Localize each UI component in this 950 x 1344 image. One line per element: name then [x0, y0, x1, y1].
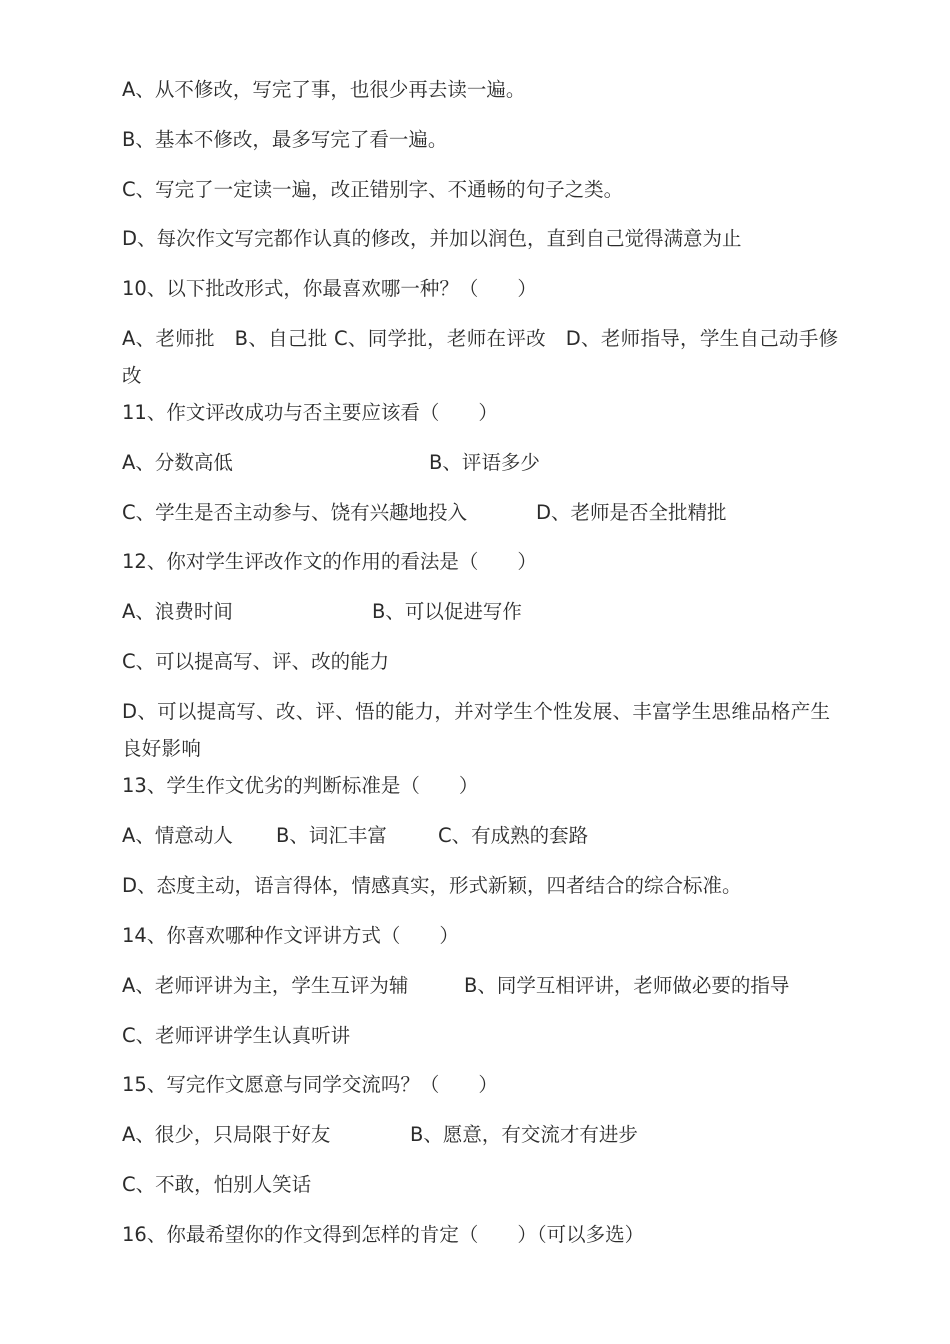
q13-question: 13、学生作文优劣的判断标准是（ ） — [122, 774, 479, 797]
q10-question: 10、以下批改形式，你最喜欢哪一种？（ ） — [122, 277, 537, 300]
q12-option-b: B、可以促进写作 — [372, 600, 522, 623]
q13-option-c: C、有成熟的套路 — [438, 824, 589, 847]
q11-options-ab — [122, 444, 842, 481]
q15-options-ab — [122, 1116, 842, 1153]
q13-option-b: B、词汇丰富 — [276, 824, 387, 847]
q12-option-c: C、可以提高写、评、改的能力 — [122, 650, 390, 673]
q15-question: 15、写完作文愿意与同学交流吗？（ ） — [122, 1073, 498, 1096]
q14-options-ab — [122, 967, 842, 1004]
q9-option-a: A、从不修改，写完了事，也很少再去读一遍。 — [122, 78, 526, 101]
q12-option-d: D、可以提高写、改、评、悟的能力，并对学生个性发展、丰富学生思维品格产生良好影响 — [122, 700, 831, 760]
q9-option-c: C、写完了一定读一遍，改正错别字、不通畅的句子之类。 — [122, 178, 624, 201]
q12-question: 12、你对学生评改作文的作用的看法是（ ） — [122, 550, 537, 573]
q15-option-a: A、很少，只局限于好友 — [122, 1123, 331, 1146]
q14-question: 14、你喜欢哪种作文评讲方式（ ） — [122, 924, 459, 947]
q9-option-d: D、每次作文写完都作认真的修改，并加以润色，直到自己觉得满意为止 — [122, 227, 742, 250]
q9-option-b: B、基本不修改，最多写完了看一遍。 — [122, 128, 448, 151]
q13-option-a: A、情意动人 — [122, 824, 233, 847]
q11-option-c: C、学生是否主动参与、饶有兴趣地投入 — [122, 501, 468, 524]
q15-option-b: B、愿意，有交流才有进步 — [410, 1123, 638, 1146]
q12-option-a: A、浪费时间 — [122, 600, 233, 623]
q11-options-cd — [122, 494, 842, 531]
q16-question: 16、你最希望你的作文得到怎样的肯定（ ）（可以多选） — [122, 1223, 645, 1246]
q14-option-a: A、老师评讲为主，学生互评为辅 — [122, 974, 409, 997]
q11-option-b: B、评语多少 — [429, 451, 540, 474]
q13-option-d: D、态度主动，语言得体，情感真实，形式新颖，四者结合的综合标准。 — [122, 874, 742, 897]
q12-options-ab — [122, 593, 842, 630]
q14-option-b: B、同学互相评讲，老师做必要的指导 — [464, 974, 790, 997]
q11-option-d: D、老师是否全批精批 — [536, 501, 727, 524]
q13-options-abc — [122, 817, 842, 854]
q15-option-c: C、不敢，怕别人笑话 — [122, 1173, 312, 1196]
q10-options: A、老师批 B、自己批 C、同学批，老师在评改 D、老师指导，学生自己动手修改 — [122, 327, 839, 387]
q11-option-a: A、分数高低 — [122, 451, 233, 474]
q14-option-c: C、老师评讲学生认真听讲 — [122, 1024, 351, 1047]
q11-question: 11、作文评改成功与否主要应该看（ ） — [122, 401, 498, 424]
